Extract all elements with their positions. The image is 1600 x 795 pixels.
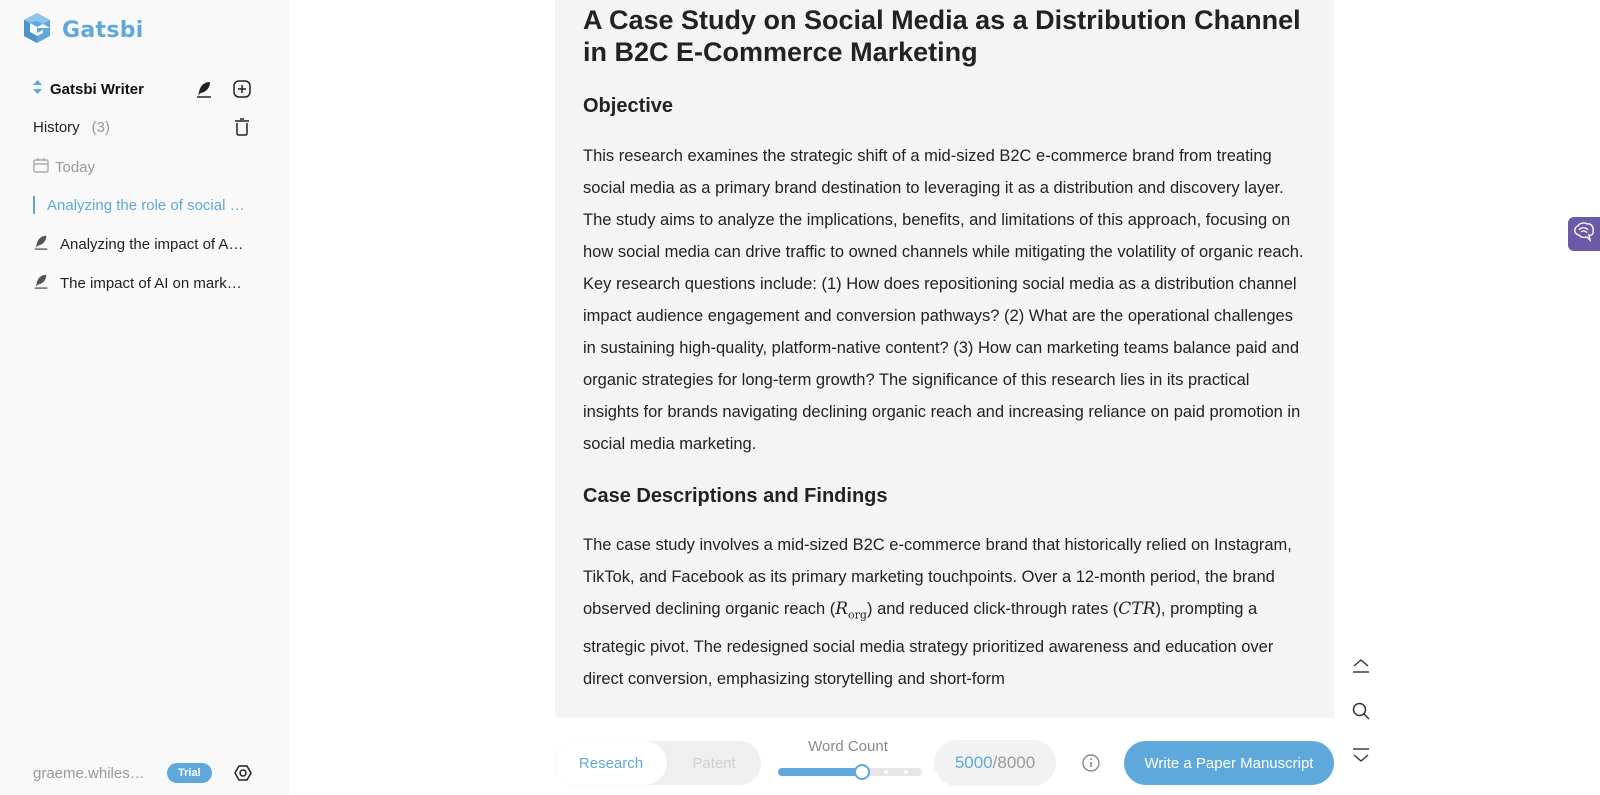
body-text: ), prompting a strategic pivot. The redesigned social media strategy prioritized awareness and education over direct conversion, emphasizing storytelling and short-form bbox=[583, 600, 1274, 689]
history-item-label: The impact of AI on mark… bbox=[60, 274, 242, 292]
document-title: A Case Study on Social Media as a Distribution Channel in B2C E-Commerce Marketing bbox=[583, 5, 1301, 67]
body-text: The case study involves a mid-sized B2C e-commerce brand that historically relied on Instagram, TikTok, and Facebook as its primary marketing touchpoints. Over a 12-month period, the brand observed declining organic reach ( bbox=[583, 536, 1292, 618]
brain-icon bbox=[1573, 222, 1595, 247]
settings-icon[interactable] bbox=[232, 762, 254, 784]
sidebar bbox=[0, 0, 289, 795]
add-icon[interactable] bbox=[231, 78, 253, 100]
logo[interactable] bbox=[22, 12, 144, 49]
history-item-label: Analyzing the role of social … bbox=[47, 196, 245, 214]
slider-step-dot bbox=[884, 770, 888, 774]
history-item[interactable] bbox=[33, 233, 253, 255]
history-header bbox=[33, 116, 253, 138]
plan-badge: Trial bbox=[167, 763, 212, 783]
chevron-up-icon bbox=[1352, 658, 1370, 679]
word-count-input[interactable] bbox=[934, 740, 1056, 786]
section-heading: Objective bbox=[583, 95, 674, 117]
writer-title: Gatsbi Writer bbox=[50, 80, 144, 98]
slider-fill bbox=[778, 768, 861, 776]
writer-selector[interactable] bbox=[33, 78, 253, 100]
word-count-slider[interactable] bbox=[778, 768, 922, 776]
word-count-max: /8000 bbox=[992, 753, 1036, 772]
sort-icon[interactable] bbox=[33, 80, 43, 99]
word-count-label: Word Count bbox=[808, 738, 888, 755]
math-r-org bbox=[835, 599, 867, 622]
write-manuscript-button[interactable]: Write a Paper Manuscript bbox=[1124, 741, 1334, 785]
history-item-label: Analyzing the impact of A… bbox=[60, 235, 244, 253]
section-body bbox=[583, 529, 1306, 695]
history-label: History bbox=[33, 118, 80, 136]
word-count-current: 5000 bbox=[954, 753, 993, 772]
mode-patent-button[interactable]: Patent bbox=[692, 754, 736, 772]
math-ctr: CTR bbox=[1118, 599, 1156, 619]
math-base: R bbox=[835, 599, 849, 619]
section-body: This research examines the strategic shift of a mid-sized B2C e-commerce brand from treating social media as a primary brand destination to leveraging it as a distribution and discovery layer. The study aims to analyze the implications, benefits, and limitations of this approach, focusing on how social media can drive traffic to owned channels while mitigating the volatility of organic reach. Key research questions include: (1) How does repositioning social media as a distribution channel impact audience engagement and conversion pathways? (2) What are the operational challenges in sustaining high-quality, platform-native content? (3) How can marketing teams balance paid and organic strategies for long-term growth? The significance of this research lies in its practical insights for brands navigating declining organic reach and increasing reliance on paid promotion in social media marketing. bbox=[583, 147, 1304, 453]
slider-handle[interactable] bbox=[854, 764, 870, 780]
scroll-top-button[interactable] bbox=[1350, 657, 1372, 679]
document-viewer[interactable] bbox=[555, 0, 1334, 718]
user-email[interactable]: graeme.whiles… bbox=[33, 764, 145, 782]
assistant-tab[interactable] bbox=[1568, 217, 1600, 251]
brand-name: Gatsbi bbox=[62, 18, 144, 43]
group-label: Today bbox=[55, 158, 96, 176]
mode-toggle bbox=[555, 741, 761, 785]
history-item[interactable] bbox=[33, 272, 253, 294]
body-text: ) and reduced click-through rates ( bbox=[866, 600, 1119, 618]
slider-step-dot bbox=[904, 770, 908, 774]
search-icon bbox=[1352, 702, 1370, 725]
info-icon[interactable] bbox=[1082, 754, 1100, 777]
mode-research-button[interactable]: Research bbox=[555, 741, 667, 785]
feather-icon[interactable] bbox=[193, 78, 215, 100]
history-item[interactable] bbox=[33, 194, 253, 216]
math-subscript: org bbox=[848, 608, 867, 622]
chevron-down-icon bbox=[1352, 747, 1370, 768]
trash-icon[interactable] bbox=[231, 116, 253, 138]
feather-icon bbox=[33, 234, 49, 254]
calendar-icon bbox=[33, 157, 49, 177]
feather-icon bbox=[33, 273, 49, 293]
group-today bbox=[33, 157, 95, 177]
gatsbi-logo-icon bbox=[22, 12, 52, 49]
user-account bbox=[33, 762, 263, 784]
scroll-bottom-button[interactable] bbox=[1350, 746, 1372, 768]
section-heading: Case Descriptions and Findings bbox=[583, 485, 888, 507]
active-indicator bbox=[33, 196, 35, 214]
history-count: (3) bbox=[91, 118, 111, 136]
search-button[interactable] bbox=[1350, 702, 1372, 724]
